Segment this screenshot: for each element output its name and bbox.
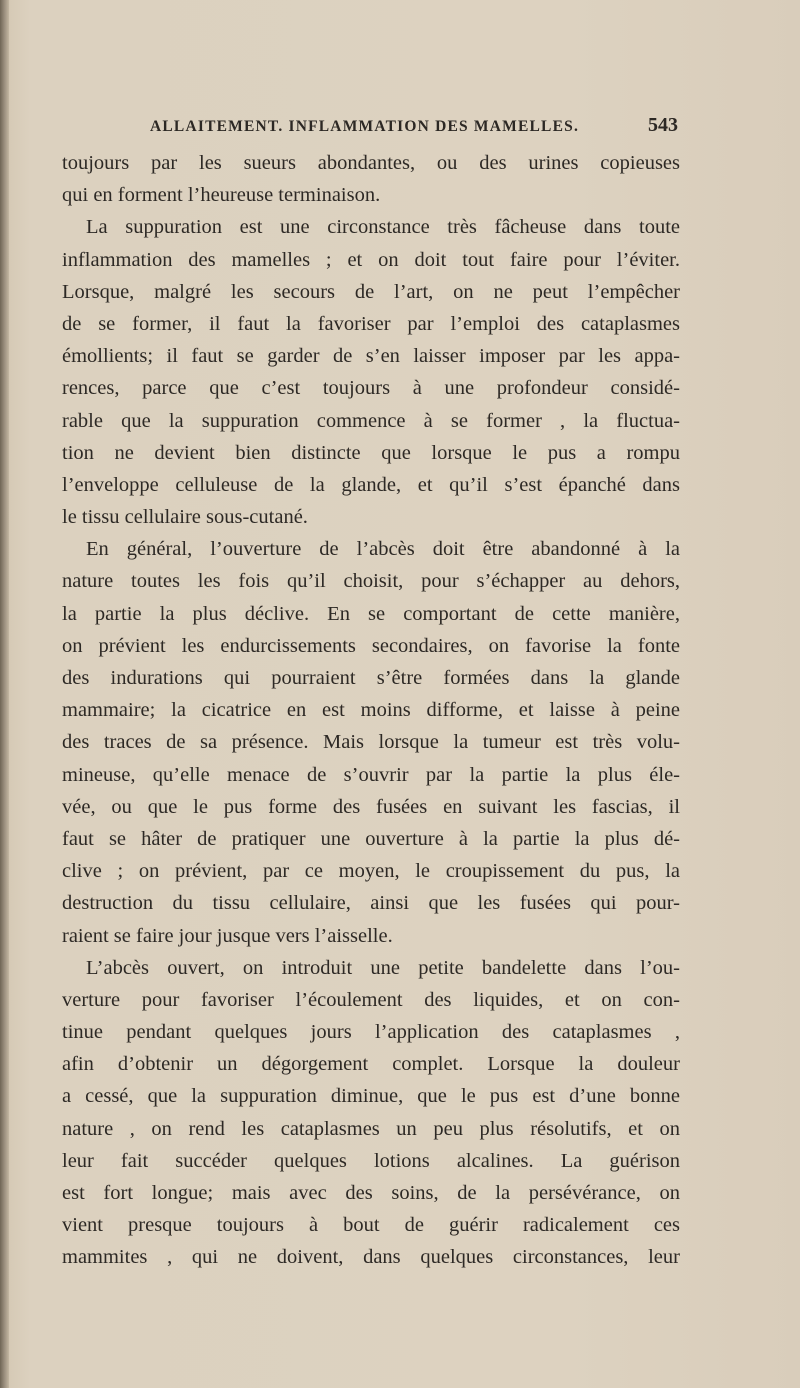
page-header	[62, 116, 680, 140]
body-text	[62, 147, 680, 1274]
text-line: est fort longue; mais avec des soins, de la persévérance, on	[62, 1182, 680, 1204]
text-line: raient se faire jour jusque vers l’aisselle.	[62, 924, 393, 947]
text-line: inflammation des mamelles ; et on doit tout faire pour l’éviter.	[62, 248, 680, 271]
text-line: rences, parce que c’est toujours à une profondeur considé-	[62, 377, 680, 400]
text-line: rable que la suppuration commence à se former , la fluctua-	[62, 409, 680, 432]
page-binding-edge	[0, 0, 9, 1388]
text-line: mammaire; la cicatrice en est moins difforme, et laisse à peine	[62, 699, 680, 722]
text-line: vient presque toujours à bout de guérir radicalement ces	[62, 1214, 680, 1237]
text-line: émollients; il faut se garder de s’en laisser imposer par les appa-	[62, 345, 680, 368]
text-line: des traces de sa présence. Mais lorsque la tumeur est très volu-	[62, 731, 680, 754]
text-line: destruction du tissu cellulaire, ainsi que les fusées qui pour-	[62, 892, 680, 915]
text-line: l’enveloppe celluleuse de la glande, et qu’il s’est épanché dans	[62, 473, 680, 496]
text-line: leur fait succéder quelques lotions alcalines. La guérison	[62, 1149, 680, 1172]
text-line: tion ne devient bien distincte que lorsque le pus a rompu	[62, 441, 680, 464]
text-line: En général, l’ouverture de l’abcès doit être abandonné à la	[86, 538, 680, 561]
page-number: 543	[648, 114, 678, 136]
text-line: Lorsque, malgré les secours de l’art, on ne peut l’empêcher	[62, 280, 680, 303]
text-line: la partie la plus déclive. En se comportant de cette manière,	[62, 602, 680, 625]
text-line: mineuse, qu’elle menace de s’ouvrir par la partie la plus éle-	[62, 763, 680, 786]
text-line: La suppuration est une circonstance très fâcheuse dans toute	[86, 216, 680, 239]
text-line: a cessé, que la suppuration diminue, que le pus est d’une bonne	[62, 1085, 680, 1108]
text-line: le tissu cellulaire sous-cutané.	[62, 506, 308, 529]
text-line: toujours par les sueurs abondantes, ou des urines copieuses	[62, 152, 680, 174]
text-line: des indurations qui pourraient s’être formées dans la glande	[62, 667, 680, 689]
text-line: mammites , qui ne doivent, dans quelques circonstances, leur	[62, 1246, 680, 1269]
text-line: vée, ou que le pus forme des fusées en suivant les fascias, il	[62, 795, 680, 818]
running-title: ALLAITEMENT. INFLAMMATION DES MAMELLES.	[150, 118, 580, 135]
text-line: faut se hâter de pratiquer une ouverture à la partie la plus dé-	[62, 827, 680, 850]
text-line: afin d’obtenir un dégorgement complet. Lorsque la douleur	[62, 1053, 680, 1076]
text-line: on prévient les endurcissements secondaires, on favorise la fonte	[62, 634, 680, 657]
text-line: tinue pendant quelques jours l’application des cataplasmes ,	[62, 1021, 680, 1044]
text-line: verture pour favoriser l’écoulement des liquides, et on con-	[62, 988, 680, 1011]
text-line: qui en forment l’heureuse terminaison.	[62, 184, 381, 207]
text-line: L’abcès ouvert, on introduit une petite bandelette dans l’ou-	[86, 956, 680, 979]
text-line: nature toutes les fois qu’il choisit, pour s’échapper au dehors,	[62, 570, 680, 593]
text-line: de se former, il faut la favoriser par l’emploi des cataplasmes	[62, 312, 680, 335]
text-line: clive ; on prévient, par ce moyen, le croupissement du pus, la	[62, 860, 680, 883]
text-line: nature , on rend les cataplasmes un peu plus résolutifs, et on	[62, 1117, 680, 1140]
